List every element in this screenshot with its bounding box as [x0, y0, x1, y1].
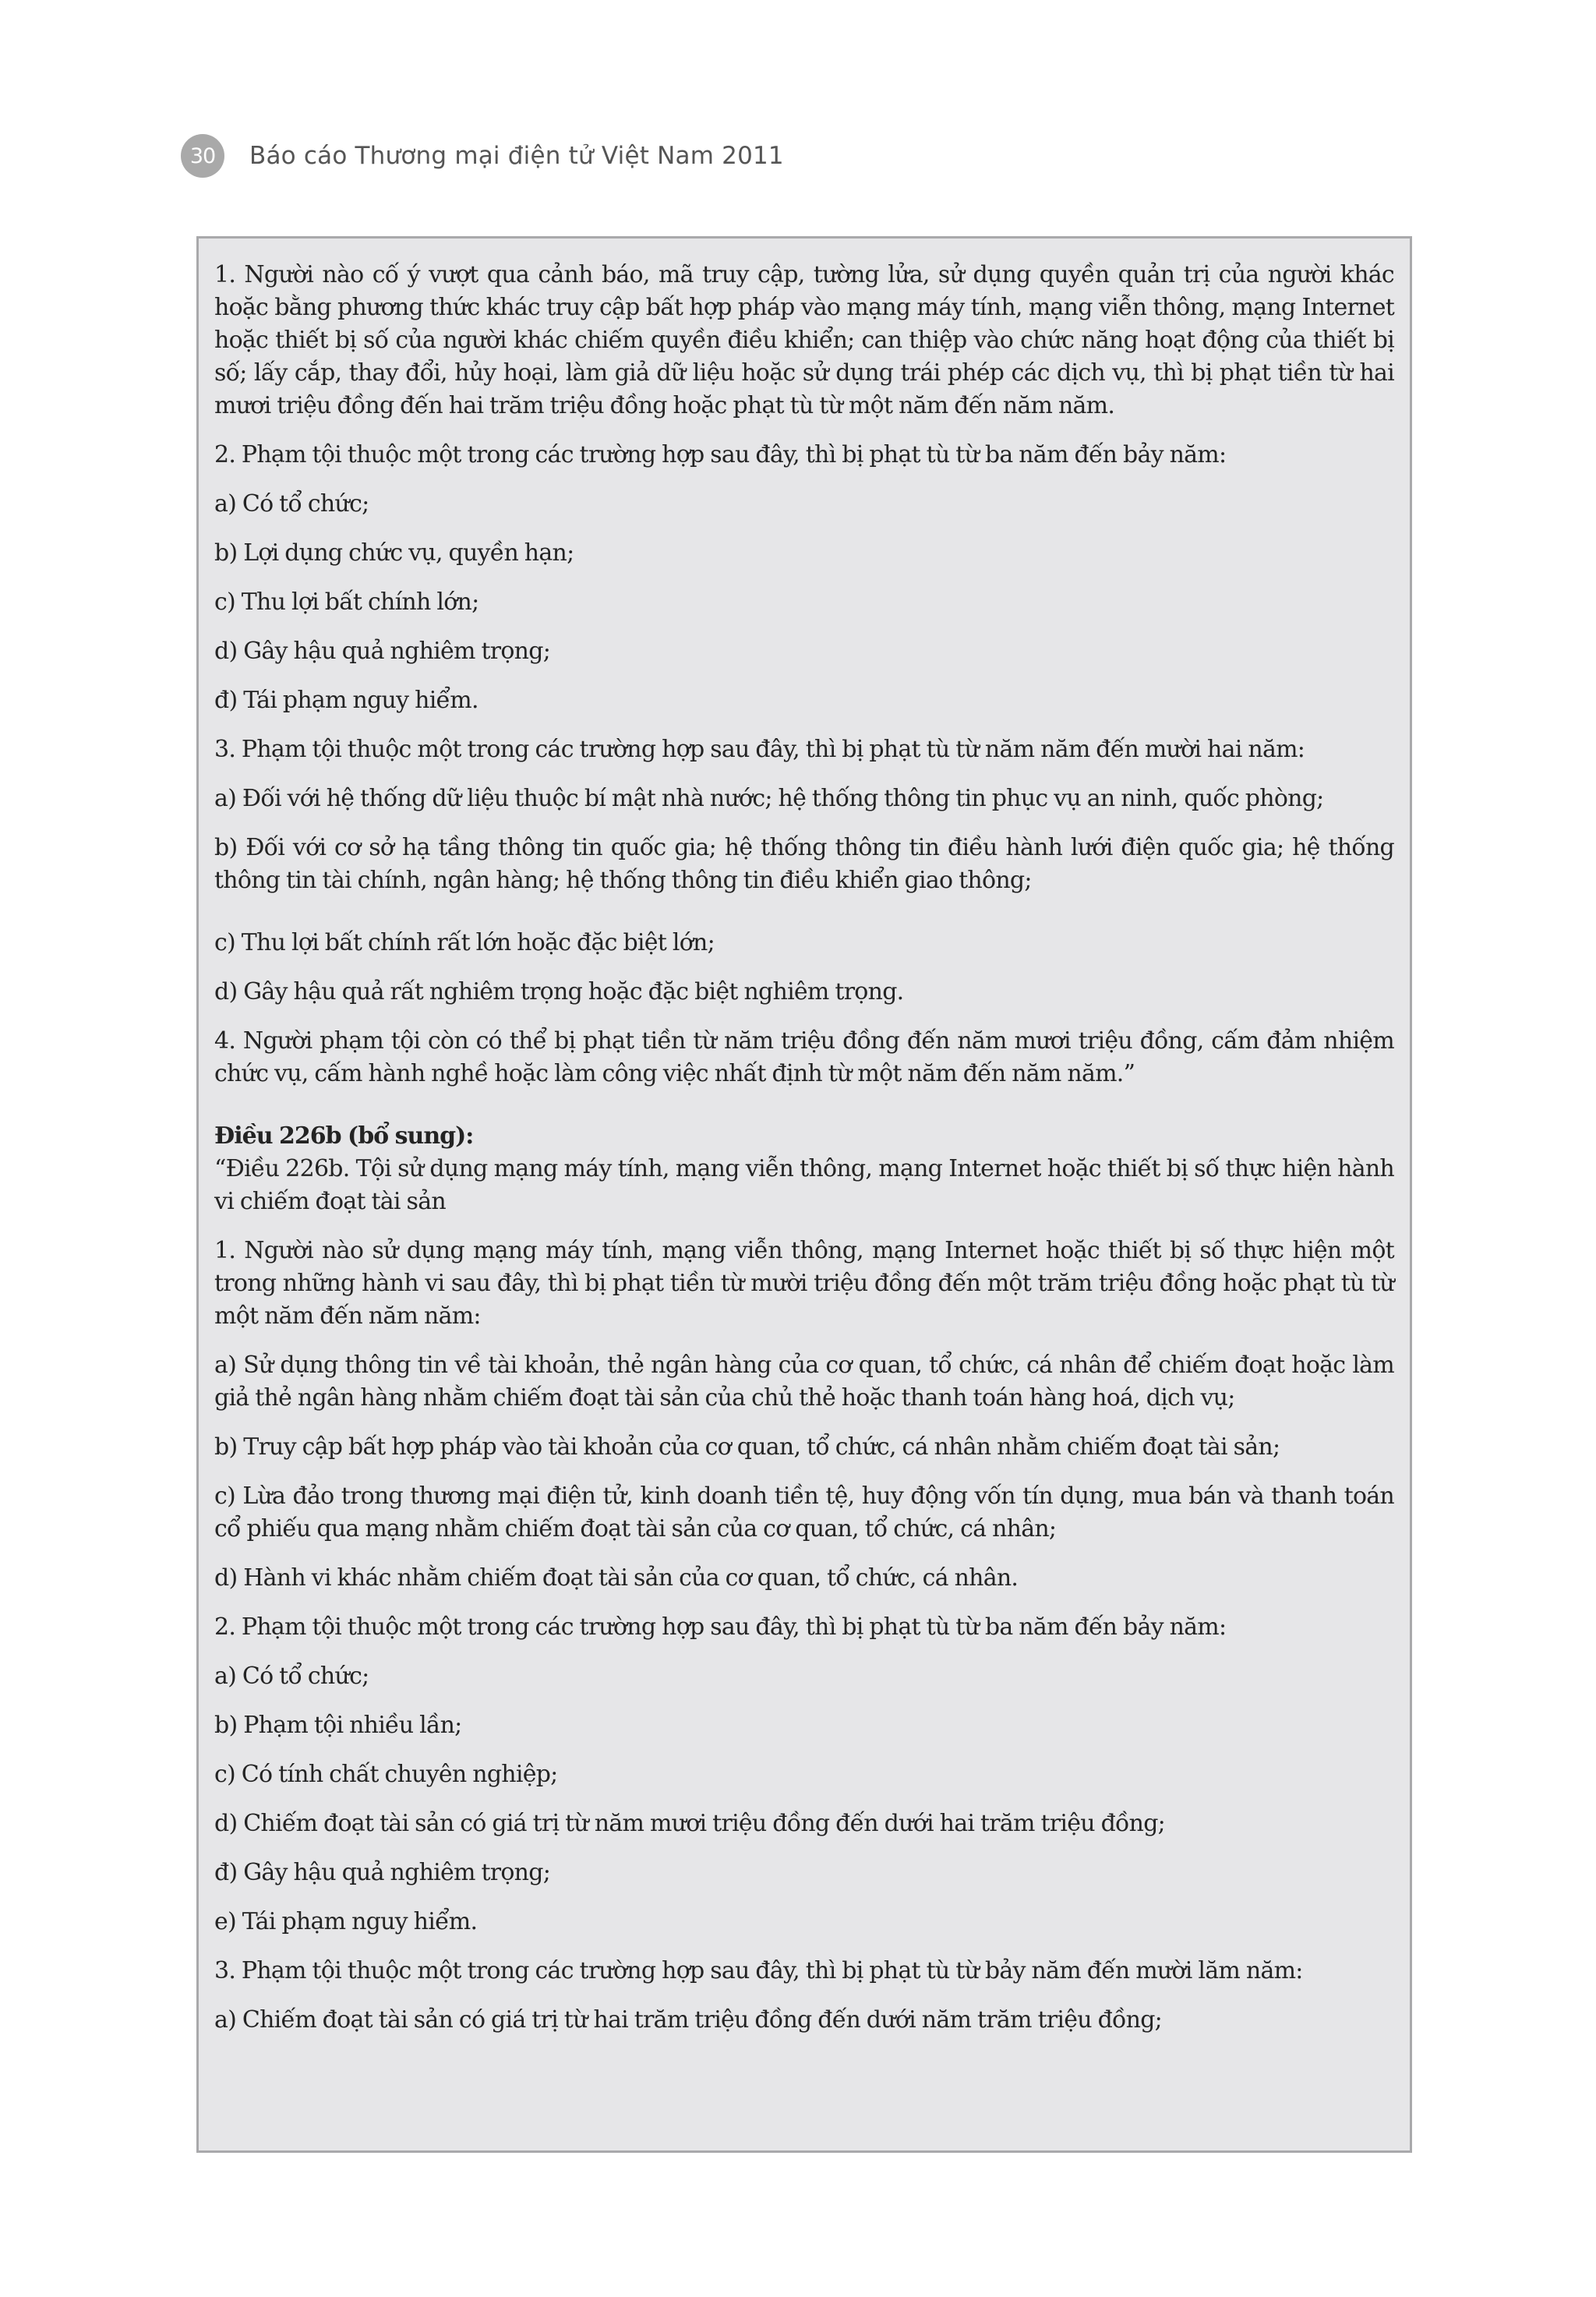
paragraph: 4. Người phạm tội còn có thể bị phạt tiền từ năm triệu đồng đến năm mươi triệu đồng, cấm đảm nhiệm chức vụ, cấm hành nghề hoặc làm công việc nhất định từ một năm đến năm năm.” [214, 1027, 1394, 1087]
page-header [181, 131, 784, 181]
list-item: b) Lợi dụng chức vụ, quyền hạn; [214, 539, 574, 567]
list-item: e) Tái phạm nguy hiểm. [214, 1908, 478, 1935]
list-item: a) Chiếm đoạt tài sản có giá trị từ hai trăm triệu đồng đến dưới năm trăm triệu đồng; [214, 2006, 1163, 2034]
list-item: d) Gây hậu quả rất nghiêm trọng hoặc đặc biệt nghiêm trọng. [214, 978, 904, 1005]
paragraph: 1. Người nào sử dụng mạng máy tính, mạng viễn thông, mạng Internet hoặc thiết bị số thực hiện một trong những hành vi sau đây, thì bị phạt tiền từ mười triệu đồng đến một trăm triệu đồng hoặc phạt tù từ một năm đến năm năm: [214, 1237, 1394, 1330]
list-item: d) Hành vi khác nhằm chiếm đoạt tài sản của cơ quan, tổ chức, cá nhân. [214, 1564, 1019, 1592]
list-item: d) Gây hậu quả nghiêm trọng; [214, 638, 551, 665]
running-title: Báo cáo Thương mại điện tử Việt Nam 2011 [249, 142, 784, 170]
article-title: “Điều 226b. Tội sử dụng mạng máy tính, mạng viễn thông, mạng Internet hoặc thiết bị số thực hiện hành vi chiếm đoạt tài sản [214, 1155, 1394, 1215]
list-item: c) Thu lợi bất chính rất lớn hoặc đặc biệt lớn; [214, 929, 715, 956]
list-item: đ) Gây hậu quả nghiêm trọng; [214, 1859, 551, 1886]
list-item: a) Có tổ chức; [214, 1663, 369, 1690]
list-item: đ) Tái phạm nguy hiểm. [214, 687, 478, 714]
paragraph: 2. Phạm tội thuộc một trong các trường hợp sau đây, thì bị phạt tù từ ba năm đến bảy năm: [214, 441, 1227, 468]
paragraph: 3. Phạm tội thuộc một trong các trường hợp sau đây, thì bị phạt tù từ năm năm đến mười hai năm: [214, 736, 1305, 763]
list-item: c) Có tính chất chuyên nghiệp; [214, 1761, 558, 1788]
list-item: c) Lừa đảo trong thương mại điện tử, kinh doanh tiền tệ, huy động vốn tín dụng, mua bán và thanh toán cổ phiếu qua mạng nhằm chiếm đoạt tài sản của cơ quan, tổ chức, cá nhân; [214, 1482, 1394, 1543]
list-item: a) Sử dụng thông tin về tài khoản, thẻ ngân hàng của cơ quan, tổ chức, cá nhân để chiếm đoạt hoặc làm giả thẻ ngân hàng nhằm chiếm đoạt tài sản của chủ thẻ hoặc thanh toán hàng hoá, dịch vụ; [214, 1352, 1394, 1412]
list-item: a) Có tổ chức; [214, 490, 369, 518]
list-item: c) Thu lợi bất chính lớn; [214, 588, 479, 616]
list-item: b) Phạm tội nhiều lần; [214, 1712, 462, 1739]
paragraph: 1. Người nào cố ý vượt qua cảnh báo, mã truy cập, tường lửa, sử dụng quyền quản trị của người khác hoặc bằng phương thức khác truy cập bất hợp pháp vào mạng máy tính, mạng viễn thông, mạng Internet hoặc thiết bị số của người khác chiếm quyền điều khiển; can thiệp vào chức năng hoạt động của thiết bị số; lấy cắp, thay đổi, hủy hoại, làm giả dữ liệu hoặc sử dụng trái phép các dịch vụ, thì bị phạt tiền từ hai mươi triệu đồng đến hai trăm triệu đồng hoặc phạt tù từ một năm đến năm năm. [214, 261, 1394, 419]
legal-text-box [196, 236, 1412, 2153]
list-item: a) Đối với hệ thống dữ liệu thuộc bí mật nhà nước; hệ thống thông tin phục vụ an ninh, quốc phòng; [214, 785, 1324, 812]
paragraph: 3. Phạm tội thuộc một trong các trường hợp sau đây, thì bị phạt tù từ bảy năm đến mười lăm năm: [214, 1957, 1303, 1984]
article-heading: Điều 226b (bổ sung): [214, 1122, 474, 1150]
list-item: d) Chiếm đoạt tài sản có giá trị từ năm mươi triệu đồng đến dưới hai trăm triệu đồng; [214, 1810, 1166, 1837]
page-number-badge: 30 [181, 134, 224, 178]
list-item: b) Truy cập bất hợp pháp vào tài khoản của cơ quan, tổ chức, cá nhân nhằm chiếm đoạt tài sản; [214, 1433, 1280, 1461]
paragraph: 2. Phạm tội thuộc một trong các trường hợp sau đây, thì bị phạt tù từ ba năm đến bảy năm: [214, 1613, 1227, 1641]
list-item: b) Đối với cơ sở hạ tầng thông tin quốc gia; hệ thống thông tin điều hành lưới điện quốc gia; hệ thống thông tin tài chính, ngân hàng; hệ thống thông tin điều khiển giao thông; [214, 834, 1394, 894]
